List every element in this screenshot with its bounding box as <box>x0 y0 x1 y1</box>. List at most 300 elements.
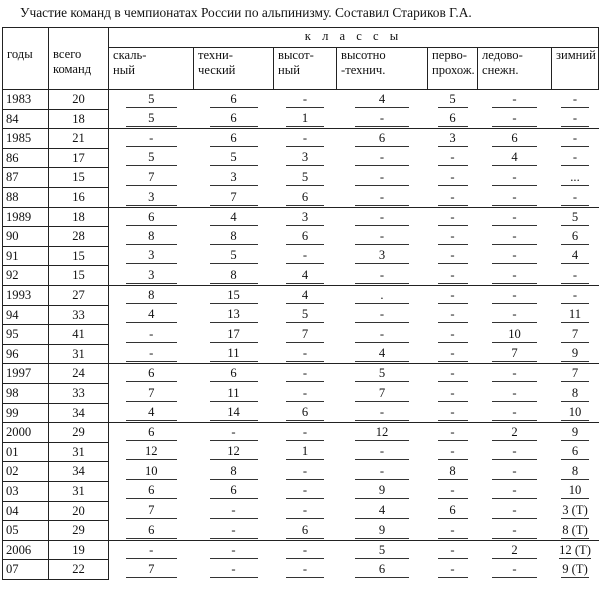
cell-rock <box>109 462 194 482</box>
cell-first-ascent <box>428 129 478 149</box>
cell-year: 92 <box>3 266 49 286</box>
cell-high-altitude-technical <box>337 188 428 208</box>
cell-value: - <box>492 229 536 245</box>
cell-value: 8 <box>126 288 177 304</box>
cell-high-altitude-technical <box>337 109 428 129</box>
cell-technical <box>194 109 274 129</box>
cell-value: 4 <box>126 307 177 323</box>
cell-ice-snow <box>478 90 552 110</box>
cell-winter <box>552 129 599 149</box>
cell-total: 41 <box>49 325 109 345</box>
cell-value: - <box>492 92 536 108</box>
cell-winter <box>552 286 599 306</box>
cell-winter <box>552 90 599 110</box>
cell-value: - <box>438 405 468 421</box>
cell-high-altitude <box>274 462 337 482</box>
cell-total: 15 <box>49 168 109 188</box>
cell-high-altitude-technical <box>337 403 428 423</box>
cell-rock <box>109 207 194 227</box>
cell-first-ascent <box>428 188 478 208</box>
cell-rock <box>109 560 194 580</box>
cell-technical <box>194 344 274 364</box>
cell-year: 1997 <box>3 364 49 384</box>
class-header-ice-snow <box>478 47 552 90</box>
cell-value: 5 <box>438 92 468 108</box>
cell-value: 6 <box>210 111 258 127</box>
cell-year: 1983 <box>3 90 49 110</box>
cell-rock <box>109 501 194 521</box>
cell-value: - <box>126 543 177 559</box>
cell-value: 3 <box>210 170 258 186</box>
table-row <box>3 148 599 168</box>
cell-value: - <box>355 327 410 343</box>
cell-winter <box>552 521 599 541</box>
cell-technical <box>194 364 274 384</box>
cell-value: - <box>492 307 536 323</box>
cell-value: - <box>438 346 468 362</box>
cell-value: 6 <box>492 131 536 147</box>
cell-value: - <box>492 248 536 264</box>
cell-high-altitude <box>274 168 337 188</box>
cell-high-altitude-technical <box>337 246 428 266</box>
cell-rock <box>109 540 194 560</box>
cell-value: - <box>438 268 468 284</box>
cell-value: 5 <box>126 150 177 166</box>
cell-rock <box>109 305 194 325</box>
cell-value: 3 <box>355 248 410 264</box>
cell-value: 6 <box>286 229 324 245</box>
cell-year: 01 <box>3 442 49 462</box>
cell-high-altitude <box>274 188 337 208</box>
cell-value: - <box>210 543 258 559</box>
cell-value: 11 <box>210 346 258 362</box>
cell-total: 27 <box>49 286 109 306</box>
cell-winter <box>552 442 599 462</box>
cell-high-altitude <box>274 325 337 345</box>
cell-first-ascent <box>428 266 478 286</box>
cell-value: 8 (T) <box>562 522 588 537</box>
cell-high-altitude <box>274 403 337 423</box>
table-row <box>3 246 599 266</box>
cell-value: 5 <box>286 170 324 186</box>
cell-ice-snow <box>478 246 552 266</box>
cell-rock <box>109 109 194 129</box>
cell-value: - <box>210 562 258 578</box>
cell-value: - <box>492 483 536 499</box>
cell-value: 6 <box>126 366 177 382</box>
class-header-first-ascent-line1: перво- <box>432 47 467 62</box>
cell-value: 5 <box>355 366 410 382</box>
cell-total: 24 <box>49 364 109 384</box>
cell-high-altitude <box>274 148 337 168</box>
cell-high-altitude-technical <box>337 266 428 286</box>
cell-value: 12 <box>210 444 258 460</box>
cell-value: - <box>126 327 177 343</box>
cell-rock <box>109 442 194 462</box>
cell-value: - <box>286 366 324 382</box>
table-row <box>3 129 599 149</box>
cell-value: - <box>355 307 410 323</box>
cell-rock <box>109 129 194 149</box>
cell-value: 6 <box>126 483 177 499</box>
cell-high-altitude <box>274 227 337 247</box>
cell-rock <box>109 246 194 266</box>
cell-high-altitude <box>274 266 337 286</box>
cell-value: - <box>438 543 468 559</box>
cell-high-altitude-technical <box>337 423 428 443</box>
cell-winter <box>552 364 599 384</box>
cell-value: 8 <box>561 386 589 402</box>
cell-value: - <box>286 543 324 559</box>
cell-value: - <box>286 464 324 480</box>
table-row <box>3 384 599 404</box>
table-row <box>3 305 599 325</box>
cell-first-ascent <box>428 344 478 364</box>
cell-value: 7 <box>126 562 177 578</box>
table-row <box>3 364 599 384</box>
cell-value: 12 <box>355 425 410 441</box>
cell-winter <box>552 227 599 247</box>
cell-high-altitude <box>274 521 337 541</box>
table-row <box>3 227 599 247</box>
cell-first-ascent <box>428 325 478 345</box>
cell-first-ascent <box>428 423 478 443</box>
cell-year: 87 <box>3 168 49 188</box>
cell-high-altitude-technical <box>337 364 428 384</box>
cell-value: 4 <box>355 92 410 108</box>
cell-value: - <box>492 210 536 226</box>
table-row <box>3 423 599 443</box>
cell-value: 11 <box>561 307 589 323</box>
cell-value: - <box>492 523 536 539</box>
cell-total: 16 <box>49 188 109 208</box>
cell-value: - <box>210 425 258 441</box>
cell-technical <box>194 384 274 404</box>
cell-value: 10 <box>126 464 177 480</box>
cell-value: - <box>561 268 589 284</box>
cell-value: 3 <box>126 190 177 206</box>
cell-high-altitude <box>274 305 337 325</box>
cell-value: 6 <box>355 131 410 147</box>
cell-value: - <box>286 483 324 499</box>
cell-value: 5 <box>355 543 410 559</box>
cell-total: 15 <box>49 266 109 286</box>
cell-first-ascent <box>428 246 478 266</box>
cell-value: 9 <box>355 523 410 539</box>
cell-high-altitude-technical <box>337 501 428 521</box>
cell-ice-snow <box>478 344 552 364</box>
cell-technical <box>194 540 274 560</box>
cell-first-ascent <box>428 501 478 521</box>
cell-value: 3 <box>438 131 468 147</box>
cell-value: - <box>438 248 468 264</box>
cell-value: 8 <box>126 229 177 245</box>
cell-value: 6 <box>126 523 177 539</box>
cell-first-ascent <box>428 305 478 325</box>
cell-total: 20 <box>49 90 109 110</box>
cell-high-altitude-technical <box>337 286 428 306</box>
cell-high-altitude <box>274 344 337 364</box>
cell-value: 2 <box>492 425 536 441</box>
cell-first-ascent <box>428 90 478 110</box>
cell-rock <box>109 188 194 208</box>
class-header-rock <box>109 47 194 90</box>
cell-value: - <box>286 346 324 362</box>
cell-value: 8 <box>561 464 589 480</box>
cell-value: - <box>561 190 589 206</box>
cell-value: 13 <box>210 307 258 323</box>
cell-value: - <box>286 248 324 264</box>
table-row <box>3 266 599 286</box>
cell-value: - <box>355 268 410 284</box>
cell-year: 02 <box>3 462 49 482</box>
cell-ice-snow <box>478 188 552 208</box>
class-header-technical <box>194 47 274 90</box>
cell-value: 6 <box>286 523 324 539</box>
cell-technical <box>194 403 274 423</box>
cell-year: 04 <box>3 501 49 521</box>
cell-value: 8 <box>438 464 468 480</box>
cell-total: 18 <box>49 207 109 227</box>
cell-total: 19 <box>49 540 109 560</box>
cell-ice-snow <box>478 109 552 129</box>
cell-high-altitude <box>274 501 337 521</box>
cell-technical <box>194 266 274 286</box>
cell-value: 8 <box>210 229 258 245</box>
cell-value: 6 <box>126 210 177 226</box>
cell-first-ascent <box>428 384 478 404</box>
cell-year: 94 <box>3 305 49 325</box>
cell-value: - <box>561 288 589 304</box>
cell-value: 5 <box>126 111 177 127</box>
cell-value: 6 <box>210 366 258 382</box>
cell-total: 34 <box>49 403 109 423</box>
cell-value: - <box>438 366 468 382</box>
cell-value: - <box>438 425 468 441</box>
cell-high-altitude-technical <box>337 325 428 345</box>
cell-first-ascent <box>428 207 478 227</box>
cell-value: 10 <box>492 327 536 343</box>
cell-high-altitude-technical <box>337 90 428 110</box>
cell-winter <box>552 188 599 208</box>
cell-value: 10 <box>561 405 589 421</box>
cell-value: 6 <box>286 405 324 421</box>
cell-year: 86 <box>3 148 49 168</box>
cell-value: - <box>286 503 324 519</box>
cell-value: 9 <box>561 346 589 362</box>
cell-winter <box>552 384 599 404</box>
cell-value: - <box>492 170 536 186</box>
table-row <box>3 90 599 110</box>
table-row <box>3 344 599 364</box>
class-header-high-altitude <box>274 47 337 90</box>
cell-value: . <box>355 288 410 304</box>
cell-value: - <box>438 307 468 323</box>
cell-value: - <box>438 288 468 304</box>
cell-rock <box>109 384 194 404</box>
cell-value: 2 <box>492 543 536 559</box>
cell-value: 3 <box>126 268 177 284</box>
total-header-top <box>49 28 109 48</box>
cell-total: 21 <box>49 129 109 149</box>
cell-rock <box>109 148 194 168</box>
cell-value: - <box>492 444 536 460</box>
cell-ice-snow <box>478 286 552 306</box>
cell-value: 15 <box>210 288 258 304</box>
class-header-high-altitude-line1: высот- <box>278 47 314 62</box>
cell-rock <box>109 481 194 501</box>
cell-total: 31 <box>49 481 109 501</box>
table-row <box>3 286 599 306</box>
years-header <box>3 47 49 90</box>
cell-value: 4 <box>126 405 177 421</box>
cell-technical <box>194 246 274 266</box>
cell-value: - <box>492 366 536 382</box>
cell-year: 05 <box>3 521 49 541</box>
class-header-high-altitude-technical-line1: высотно <box>341 47 386 62</box>
cell-value: - <box>210 523 258 539</box>
cell-value: - <box>355 210 410 226</box>
cell-value: 9 <box>355 483 410 499</box>
cell-technical <box>194 148 274 168</box>
cell-ice-snow <box>478 148 552 168</box>
class-header-high-altitude-line2: ный <box>278 62 300 77</box>
cell-value: - <box>355 170 410 186</box>
cell-year: 03 <box>3 481 49 501</box>
cell-value: - <box>492 386 536 402</box>
cell-total: 22 <box>49 560 109 580</box>
cell-value: - <box>355 111 410 127</box>
cell-value: - <box>492 268 536 284</box>
cell-total: 33 <box>49 305 109 325</box>
cell-ice-snow <box>478 207 552 227</box>
cell-rock <box>109 364 194 384</box>
cell-first-ascent <box>428 560 478 580</box>
cell-high-altitude-technical <box>337 442 428 462</box>
cell-high-altitude <box>274 129 337 149</box>
cell-total: 15 <box>49 246 109 266</box>
cell-technical <box>194 442 274 462</box>
cell-high-altitude-technical <box>337 481 428 501</box>
cell-total: 17 <box>49 148 109 168</box>
class-header-first-ascent <box>428 47 478 90</box>
cell-value: - <box>355 190 410 206</box>
cell-year: 84 <box>3 109 49 129</box>
class-header-technical-line1: техни- <box>198 47 233 62</box>
cell-year: 96 <box>3 344 49 364</box>
cell-high-altitude <box>274 384 337 404</box>
cell-total: 28 <box>49 227 109 247</box>
cell-high-altitude-technical <box>337 344 428 364</box>
cell-winter <box>552 423 599 443</box>
cell-value: - <box>286 425 324 441</box>
cell-value: 3 <box>126 248 177 264</box>
cell-ice-snow <box>478 129 552 149</box>
cell-ice-snow <box>478 403 552 423</box>
cell-first-ascent <box>428 442 478 462</box>
cell-ice-snow <box>478 540 552 560</box>
cell-ice-snow <box>478 521 552 541</box>
cell-total: 31 <box>49 344 109 364</box>
table-row <box>3 560 599 580</box>
cell-value: 14 <box>210 405 258 421</box>
cell-high-altitude <box>274 90 337 110</box>
cell-value: 6 <box>561 444 589 460</box>
cell-first-ascent <box>428 462 478 482</box>
cell-value: 6 <box>126 425 177 441</box>
cell-value: 7 <box>210 190 258 206</box>
cell-value: 3 <box>286 150 324 166</box>
cell-winter <box>552 109 599 129</box>
cell-technical <box>194 188 274 208</box>
cell-value: ... <box>561 170 589 186</box>
cell-value: 8 <box>210 464 258 480</box>
cell-high-altitude <box>274 560 337 580</box>
cell-high-altitude <box>274 423 337 443</box>
cell-value: 3 <box>286 210 324 226</box>
table-row <box>3 109 599 129</box>
cell-value: - <box>492 111 536 127</box>
table-row <box>3 207 599 227</box>
cell-high-altitude-technical <box>337 129 428 149</box>
cell-high-altitude-technical <box>337 207 428 227</box>
cell-value: 9 <box>561 425 589 441</box>
cell-technical <box>194 207 274 227</box>
cell-ice-snow <box>478 501 552 521</box>
cell-high-altitude <box>274 442 337 462</box>
cell-ice-snow <box>478 325 552 345</box>
cell-high-altitude-technical <box>337 462 428 482</box>
cell-total: 29 <box>49 521 109 541</box>
cell-year: 2006 <box>3 540 49 560</box>
cell-value: 7 <box>561 327 589 343</box>
cell-total: 31 <box>49 442 109 462</box>
cell-value: 12 <box>126 444 177 460</box>
cell-winter <box>552 501 599 521</box>
cell-value: 6 <box>438 503 468 519</box>
cell-value: 6 <box>355 562 410 578</box>
cell-rock <box>109 403 194 423</box>
cell-total: 20 <box>49 501 109 521</box>
cell-total: 33 <box>49 384 109 404</box>
cell-winter <box>552 462 599 482</box>
cell-ice-snow <box>478 423 552 443</box>
cell-total: 34 <box>49 462 109 482</box>
cell-year: 1985 <box>3 129 49 149</box>
cell-winter <box>552 305 599 325</box>
cell-value: 6 <box>210 131 258 147</box>
years-header-top <box>3 28 49 48</box>
cell-value: 4 <box>286 288 324 304</box>
cell-value: - <box>438 170 468 186</box>
cell-value: - <box>492 190 536 206</box>
cell-value: 4 <box>355 346 410 362</box>
table-row <box>3 442 599 462</box>
cell-value: 5 <box>286 307 324 323</box>
cell-value: - <box>492 562 536 578</box>
cell-year: 91 <box>3 246 49 266</box>
cell-ice-snow <box>478 560 552 580</box>
cell-value: 4 <box>286 268 324 284</box>
cell-total: 18 <box>49 109 109 129</box>
cell-high-altitude <box>274 207 337 227</box>
cell-first-ascent <box>428 286 478 306</box>
cell-value: 7 <box>286 327 324 343</box>
cell-technical <box>194 168 274 188</box>
table-row <box>3 481 599 501</box>
cell-winter <box>552 148 599 168</box>
cell-value: 8 <box>210 268 258 284</box>
